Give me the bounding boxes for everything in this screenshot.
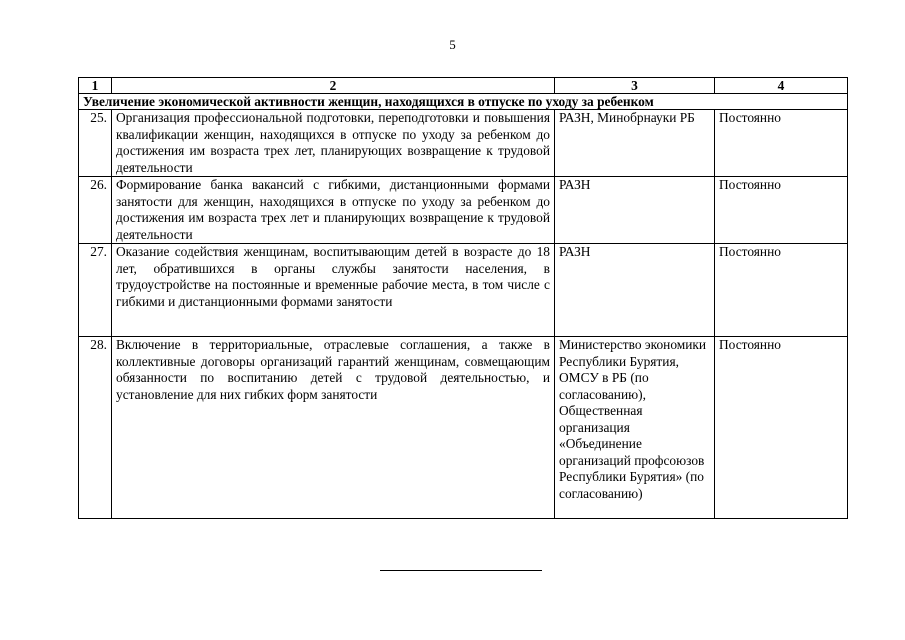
row-number: 25.	[79, 110, 112, 177]
header-col-3: 3	[555, 78, 715, 94]
row-deadline: Постоянно	[715, 337, 848, 519]
row-deadline: Постоянно	[715, 244, 848, 337]
row-responsible: РАЗН	[555, 244, 715, 337]
row-description: Оказание содействия женщинам, воспитывающим детей в возрасте до 18 лет, обратившихся в органы службы занятости населения, в трудоустройстве на постоянные и временные рабочие места, в том числе с гибкими и дистанционными формами занятости	[112, 244, 555, 337]
page-number: 5	[449, 37, 456, 52]
header-col-1: 1	[79, 78, 112, 94]
table-header-row	[79, 78, 848, 94]
row-responsible: РАЗН	[555, 177, 715, 244]
section-title: Увеличение экономической активности женщин, находящихся в отпуске по уходу за ребенком	[79, 94, 848, 110]
row-number: 26.	[79, 177, 112, 244]
row-responsible: Министерство экономики Республики Бурятия, ОМСУ в РБ (по согласованию), Общественная организация «Объединение организаций профсоюзов Республики Бурятия» (по согласованию)	[555, 337, 715, 519]
measures-table	[78, 77, 848, 519]
table-row	[79, 244, 848, 337]
table-row	[79, 337, 848, 519]
header-col-4: 4	[715, 78, 848, 94]
row-number: 27.	[79, 244, 112, 337]
table-row	[79, 110, 848, 177]
footer-divider	[380, 570, 542, 571]
row-description: Организация профессиональной подготовки, переподготовки и повышения квалификации женщин, находящихся в отпуске по уходу за ребенком до достижения им возраста трех лет, планирующих возвращение к трудовой деятельности	[112, 110, 555, 177]
section-row	[79, 94, 848, 110]
table-row	[79, 177, 848, 244]
row-deadline: Постоянно	[715, 177, 848, 244]
row-description: Формирование банка вакансий с гибкими, дистанционными формами занятости для женщин, находящихся в отпуске по уходу за ребенком до достижения им возраста трех лет и планирующих возвращение к трудовой деятельности	[112, 177, 555, 244]
row-description: Включение в территориальные, отраслевые соглашения, а также в коллективные договоры организаций гарантий женщинам, совмещающим обязанности по воспитанию детей с трудовой деятельностью, и установление для них гибких форм занятости	[112, 337, 555, 519]
row-deadline: Постоянно	[715, 110, 848, 177]
header-col-2: 2	[112, 78, 555, 94]
row-responsible: РАЗН, Минобрнауки РБ	[555, 110, 715, 177]
row-number: 28.	[79, 337, 112, 519]
